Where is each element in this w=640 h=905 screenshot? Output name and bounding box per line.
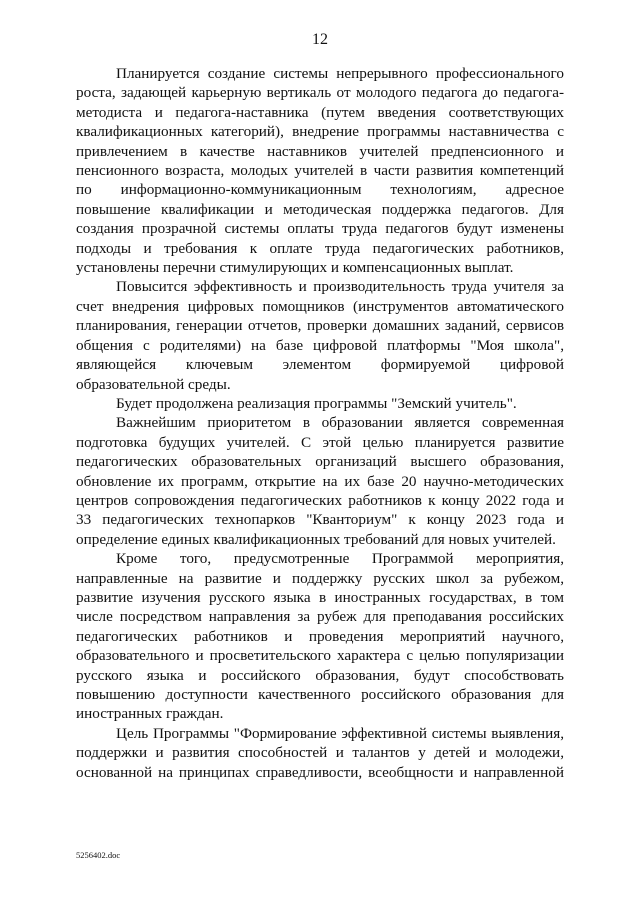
paragraph-zemsky-teacher: Будет продолжена реализация программы "Земский учитель". <box>116 394 517 412</box>
page-number: 12 <box>312 31 328 48</box>
paragraph-program-goal: Цель Программы "Формирование эффективной системы выявления, поддержки и развития способностей и талантов у детей и молодежи, основанной на принципах справедливости, всеобщности и направленной <box>76 724 564 781</box>
paragraph-russian-schools-abroad: Кроме того, предусмотренные Программой мероприятия, направленные на развитие и поддержку русских школ за рубежом, развитие изучения русского языка в иностранных государствах, в том числе посредством направления за рубеж для преподавания российских педагогических работников и проведения мероприятий научного, образовательного и просветительского характера с целью популяризации русского языка и российского образования, будут способствовать повышению доступности качественного российского образования для иностранных граждан. <box>76 550 564 723</box>
document-body <box>76 64 564 782</box>
paragraph-career-growth: Планируется создание системы непрерывного профессионального роста, задающей карьерную вертикаль от молодого педагога до педагога-методиста и педагога-наставника (путем введения соответствующих квалификационных категорий), внедрение программы наставничества с привлечением в качестве наставников учителей предпенсионного и пенсионного возраста, молодых учителей в части развития компетенций по информационно-коммуникационным технологиям, адресное повышение квалификации и методическая поддержка педагогов. Для создания прозрачной системы оплаты труда педагогов будут изменены подходы и требования к оплате труда педагогических работников, установлены перечни стимулирующих и компенсационных выплат. <box>76 65 564 277</box>
paragraph-digital-assistants: Повысится эффективность и производительность труда учителя за счет внедрения цифровых помощников (инструментов автоматического планирования, генерации отчетов, проверки домашних заданий, сервисов общения с родителями) на базе цифровой платформы "Моя школа", являющейся ключевым элементом формируемой цифровой образовательной среды. <box>76 278 564 393</box>
paragraph-teacher-training: Важнейшим приоритетом в образовании является современная подготовка будущих учителей. С этой целью планируется развитие педагогических образовательных организаций высшего образования, обновление их программ, открытие на их базе 20 научно-методических центров сопровождения педагогических работников к концу 2022 года и 33 педагогических технопарков "Кванториум" к концу 2023 года и определение единых квалификационных требований для новых учителей. <box>76 414 564 548</box>
footer-filename: 5256402.doc <box>76 850 121 860</box>
